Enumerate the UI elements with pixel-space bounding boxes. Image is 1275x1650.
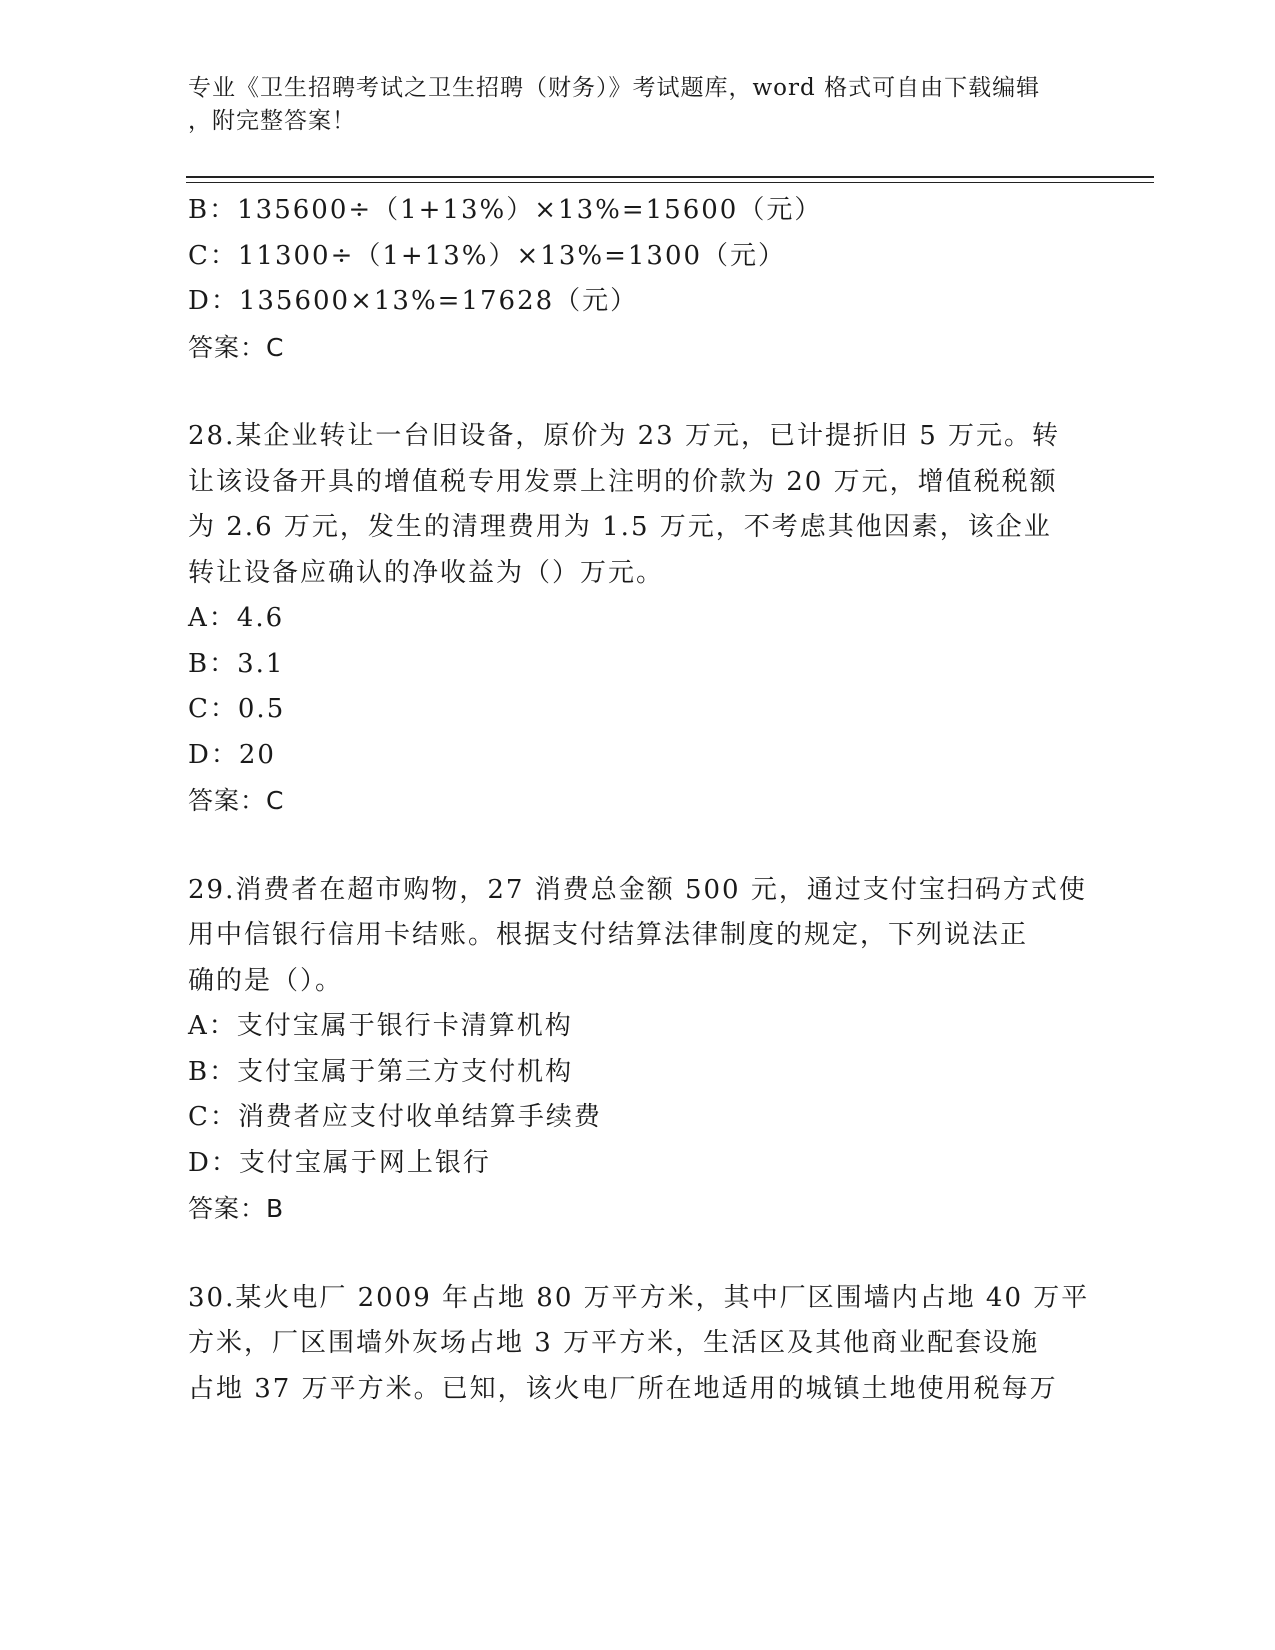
answer: 答案：B bbox=[188, 1194, 285, 1223]
question-stem-line: 30.某火电厂 2009 年占地 80 万平方米，其中厂区围墙内占地 40 万平 bbox=[188, 1282, 1090, 1313]
option-c: C：0.5 bbox=[188, 694, 286, 724]
option-d: D：135600×13%=17628（元） bbox=[188, 286, 639, 316]
option-b: B：3.1 bbox=[188, 648, 285, 679]
header-line-2: ，附完整答案！ bbox=[188, 108, 356, 134]
question-28 bbox=[188, 414, 1088, 824]
answer: 答案：C bbox=[188, 786, 285, 815]
question-27 bbox=[188, 188, 1088, 370]
page-header bbox=[188, 72, 1068, 138]
option-c: C：消费者应支付收单结算手续费 bbox=[188, 1102, 602, 1132]
question-stem-line: 28.某企业转让一台旧设备，原价为 23 万元，已计提折旧 5 万元。转 bbox=[188, 421, 1061, 451]
option-b: B：135600÷（1+13%）×13%=15600（元） bbox=[188, 195, 823, 225]
question-stem-line: 确的是（）。 bbox=[188, 965, 344, 996]
spacer bbox=[188, 1232, 1088, 1276]
option-d: D：支付宝属于网上银行 bbox=[188, 1147, 491, 1178]
answer: 答案：C bbox=[188, 332, 285, 362]
question-stem-line: 让该设备开具的增值税专用发票上注明的价款为 20 万元，增值税税额 bbox=[188, 466, 1058, 497]
question-stem-line: 方米，厂区围墙外灰场占地 3 万平方米，生活区及其他商业配套设施 bbox=[188, 1328, 1040, 1358]
question-stem-line: 占地 37 万平方米。已知，该火电厂所在地适用的城镇土地使用税每万 bbox=[188, 1373, 1058, 1404]
question-29 bbox=[188, 868, 1088, 1232]
option-b: B：支付宝属于第三方支付机构 bbox=[188, 1056, 574, 1087]
option-c: C：11300÷（1+13%）×13%=1300（元） bbox=[188, 240, 787, 271]
option-a: A：支付宝属于银行卡清算机构 bbox=[188, 1011, 573, 1041]
header-rule-thin bbox=[186, 182, 1154, 183]
question-stem-line: 29.消费者在超市购物，27 消费总金额 500 元，通过支付宝扫码方式使 bbox=[188, 874, 1087, 905]
question-30 bbox=[188, 1276, 1088, 1413]
question-content bbox=[188, 188, 1088, 1412]
spacer bbox=[188, 370, 1088, 414]
header-rule-thick bbox=[186, 176, 1154, 178]
option-d: D：20 bbox=[188, 739, 276, 770]
header-line-1: 专业《卫生招聘考试之卫生招聘（财务）》考试题库，word 格式可自由下载编辑 bbox=[188, 75, 1041, 101]
option-a: A：4.6 bbox=[188, 603, 285, 633]
spacer bbox=[188, 824, 1088, 868]
question-stem-line: 用中信银行信用卡结账。根据支付结算法律制度的规定，下列说法正 bbox=[188, 920, 1029, 950]
question-stem-line: 转让设备应确认的净收益为（）万元。 bbox=[188, 557, 665, 588]
question-stem-line: 为 2.6 万元，发生的清理费用为 1.5 万元，不考虑其他因素，该企业 bbox=[188, 512, 1052, 542]
